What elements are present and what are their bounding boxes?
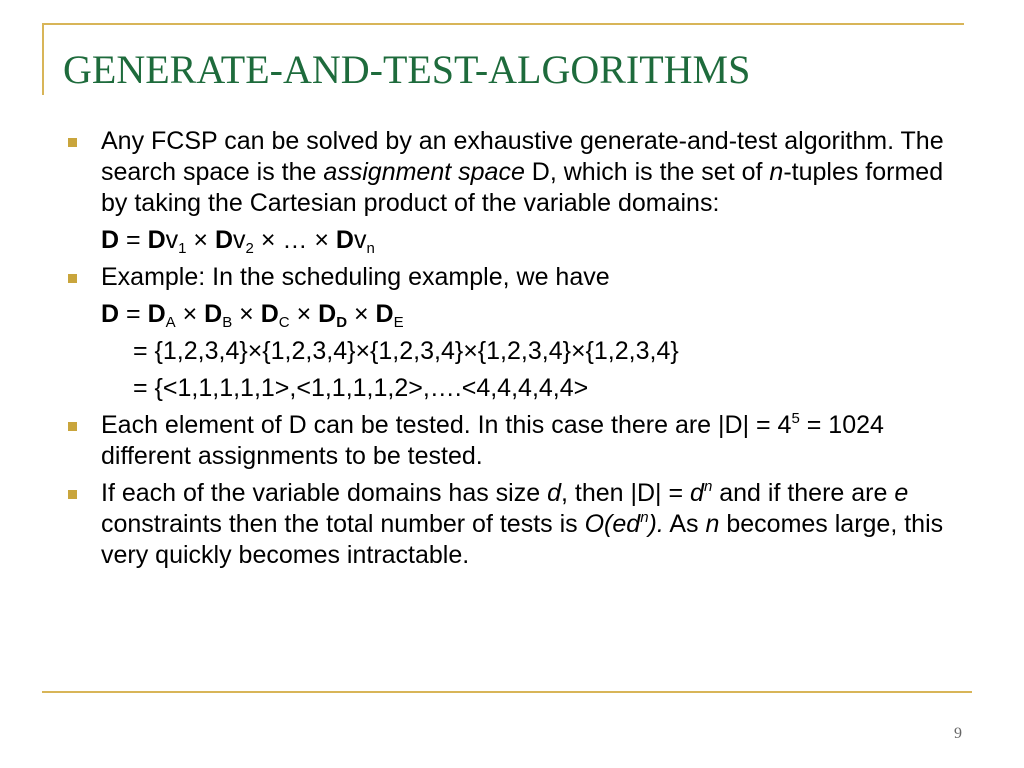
slide-body — [64, 126, 984, 571]
square-bullet-icon — [68, 490, 77, 499]
formula-assignment-space: $D = Dv_1 \times Dv_2$ × … × $Dv_n$ — [101, 226, 375, 257]
bullet-item-2 — [64, 262, 984, 293]
bullet-item-3 — [64, 410, 984, 472]
page-number: 9 — [954, 725, 962, 742]
formula-scheduling-product: $D = D_A \times D_B \times D_C \times D_D \times D_E$ — [101, 300, 404, 331]
formula-tuples: = {<1,1,1,1,1>,<1,1,1,1,2>,….<4,4,4,4,4> — [133, 374, 589, 402]
bullet-text-1: Any FCSP can be solved by an exhaustive generate-and-test algorithm. The search space is the assignment space D, which is the set of n-tuples formed by taking the Cartesian product of the variable domains: — [101, 127, 944, 217]
square-bullet-icon — [68, 138, 77, 147]
left-accent-rule — [42, 23, 44, 95]
bullet-text-4: If each of the variable domains has size d, then $|D| = d^n$ and if there are e constraints then the total number of tests is $O(ed^n)$. As n becomes large, this very quickly becomes intractable. — [101, 478, 944, 569]
square-bullet-icon — [68, 274, 77, 283]
square-bullet-icon — [68, 422, 77, 431]
bullet-item-1 — [64, 126, 984, 219]
bullet-text-2: Example: In the scheduling example, we have — [101, 263, 610, 291]
formula-domain-sets: = {1,2,3,4}×{1,2,3,4}×{1,2,3,4}×{1,2,3,4}×{1,2,3,4} — [133, 337, 679, 365]
footer-rule — [42, 691, 972, 693]
top-accent-rule — [42, 23, 964, 25]
bullet-item-4 — [64, 478, 984, 571]
bullet-text-3: Each element of D can be tested. In this case there are $|D| = 4^5 = 1024$ different assignments to be tested. — [101, 410, 884, 470]
slide-title: GENERATE-AND-TEST-ALGORITHMS — [63, 47, 751, 92]
